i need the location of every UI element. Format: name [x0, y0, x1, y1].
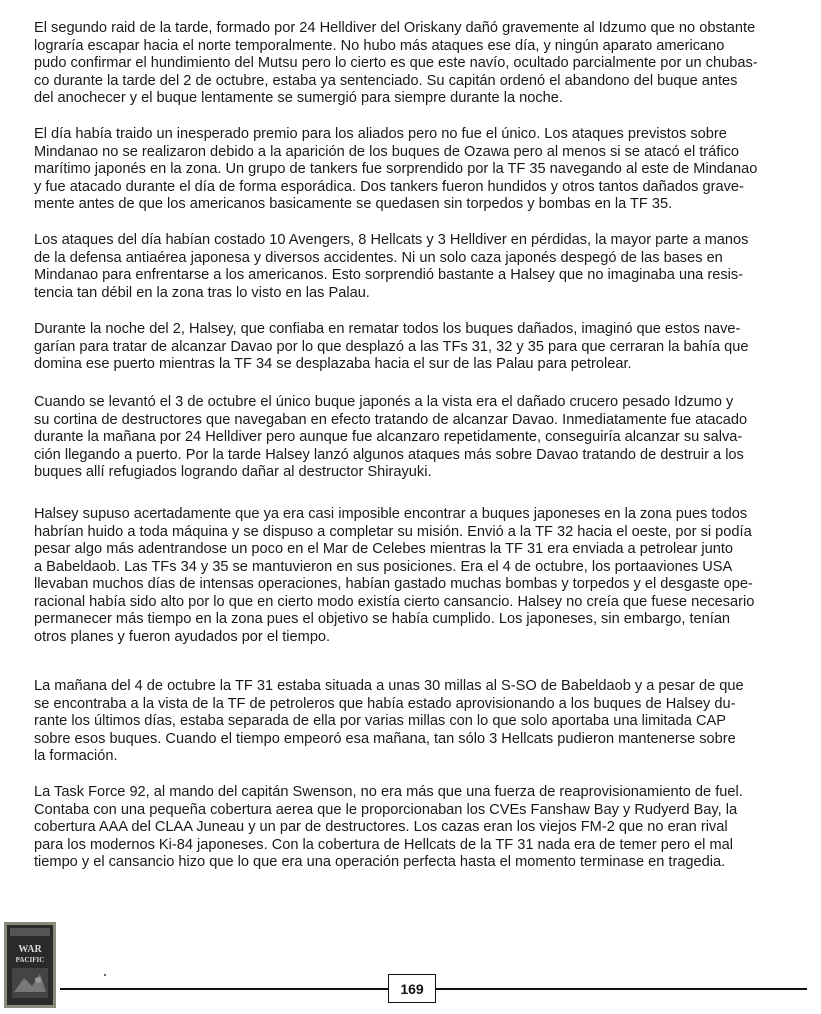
cover-title-1: WAR	[18, 944, 42, 955]
paragraph-8: La Task Force 92, al mando del capitán Swenson, no era más que una fuerza de reaprovisionamiento de fuel. Contaba con una pequeña cobertura aerea que le proporcionaban los CVEs Fanshaw Bay y Rudyerd Bay, la cobertura AAA del CLAA Juneau y un par de destructores. Los cazas eran los viejos FM-2 que no eran rival para los modernos Ki-84 japoneses. Con la cobertura de Hellcats de la TF 31 nada era de temer pero el mal tiempo y el cansancio hizo que lo que era una operación perfecta hasta el momento terminase en tragedia.	[34, 784, 743, 870]
page-number	[388, 974, 436, 1003]
paragraph-4: Durante la noche del 2, Halsey, que confiaba en rematar todos los buques dañados, imaginó que estos nave- garían para tratar de alcanzar Davao por lo que desplazó a las TFs 31, 32 y 35 para que cerraran la bahía que domina ese puerto mientras la TF 34 se desplazaba hacia el sur de las Palau para petrolear.	[34, 321, 749, 372]
paragraph-2: El día había traido un inesperado premio para los aliados pero no fue el único. Los ataques previstos sobre Mindanao no se realizaron debido a la aparición de los buques de Ozawa pero al menos si se atacó el tráfico marítimo japonés en la zona. Un grupo de tankers fue sorprendido por la TF 35 navegando al este de Mindanao y fue atacado durante el día de forma esporádica. Dos tankers fueron hundidos y otros tantos dañados grave- mente antes de que los americanos basicamente se quedasen sin torpedos y bombas en la TF 35.	[34, 126, 758, 212]
book-cover-image	[4, 922, 56, 1008]
page-number-label: 169	[400, 980, 424, 997]
paragraph-7: La mañana del 4 de octubre la TF 31 estaba situada a unas 30 millas al S-SO de Babeldaob y a pesar de que se encontraba a la vista de la TF de petroleros que había estado aprovisionando a los buques de Halsey du- rante los últimos días, estaba separada de ella por varias millas con lo que solo aportaba una limitada CAP sobre esos buques. Cuando el tiempo empeoró esa mañana, tan sólo 3 Hellcats pudieron mantenerse sobre la formación.	[34, 678, 744, 764]
paragraph-3: Los ataques del día habían costado 10 Avengers, 8 Hellcats y 3 Helldiver en pérdidas, la mayor parte a manos de la defensa antiaérea japonesa y diversos accidentes. Ni un solo caza japonés despegó de las bases en Mindanao para enfrentarse a los americanos. Esto sorprendió bastante a Halsey que no imaginaba una resis- tencia tan débil en la zona tras lo visto en las Palau.	[34, 232, 749, 301]
speck	[104, 974, 106, 976]
paragraph-5: Cuando se levantó el 3 de octubre el único buque japonés a la vista era el dañado crucero pesado Idzumo y su cortina de destructores que navegaban en efecto tratando de alcanzar Davao. Inmediatamente fue atacado durante la mañana por 24 Helldiver pero aunque fue alcanzaro repetidamente, conseguiría alcanzar su salva- ción llegando a puerto. Por la tarde Halsey lanzó algunos ataques más sobre Davao tratando de destruir a los buques allí refugiados logrando dañar al destructor Shirayuki.	[34, 394, 748, 480]
paragraph-6: Halsey supuso acertadamente que ya era casi imposible encontrar a buques japoneses en la zona pues todos habrían huido a toda máquina y se dispuso a completar su misión. Envió a la TF 32 hacia el oeste, por si podía pesar algo más adentrandose un poco en el Mar de Celebes mientras la TF 31 era enviada a petrolear junto a Babeldaob. Las TFs 34 y 35 se mantuvieron en sus posiciones. Era el 4 de octubre, los portaaviones USA llevaban muchos días de intensas operaciones, habían gastado muchas bombas y torpedos y el desgaste ope- racional había sido alto por lo que en cierto modo existía cierto cansancio. Halsey no creía que fuese necesario permanecer más tiempo en la zona pues el objetivo se había cumplido. Los japoneses, sin embargo, tenían otros planes y fueron ayudados por el tiempo.	[34, 506, 755, 645]
paragraph-1: El segundo raid de la tarde, formado por 24 Helldiver del Oriskany dañó gravemente al Idzumo que no obstante lograría escapar hacia el norte temporalmente. No hubo más ataques ese día, y ningún aparato americano pudo confirmar el hundimiento del Mutsu pero lo cierto es que este navío, ocultado parcialmente por un chubas- co durante la tarde del 2 de octubre, estaba ya sentenciado. Su capitán ordenó el abandono del buque antes del anochecer y el buque lentamente se sumergió para siempre durante la noche.	[34, 20, 758, 106]
book-cover-thumbnail	[4, 922, 56, 1008]
cover-title-2: PACIFIC	[15, 956, 45, 964]
